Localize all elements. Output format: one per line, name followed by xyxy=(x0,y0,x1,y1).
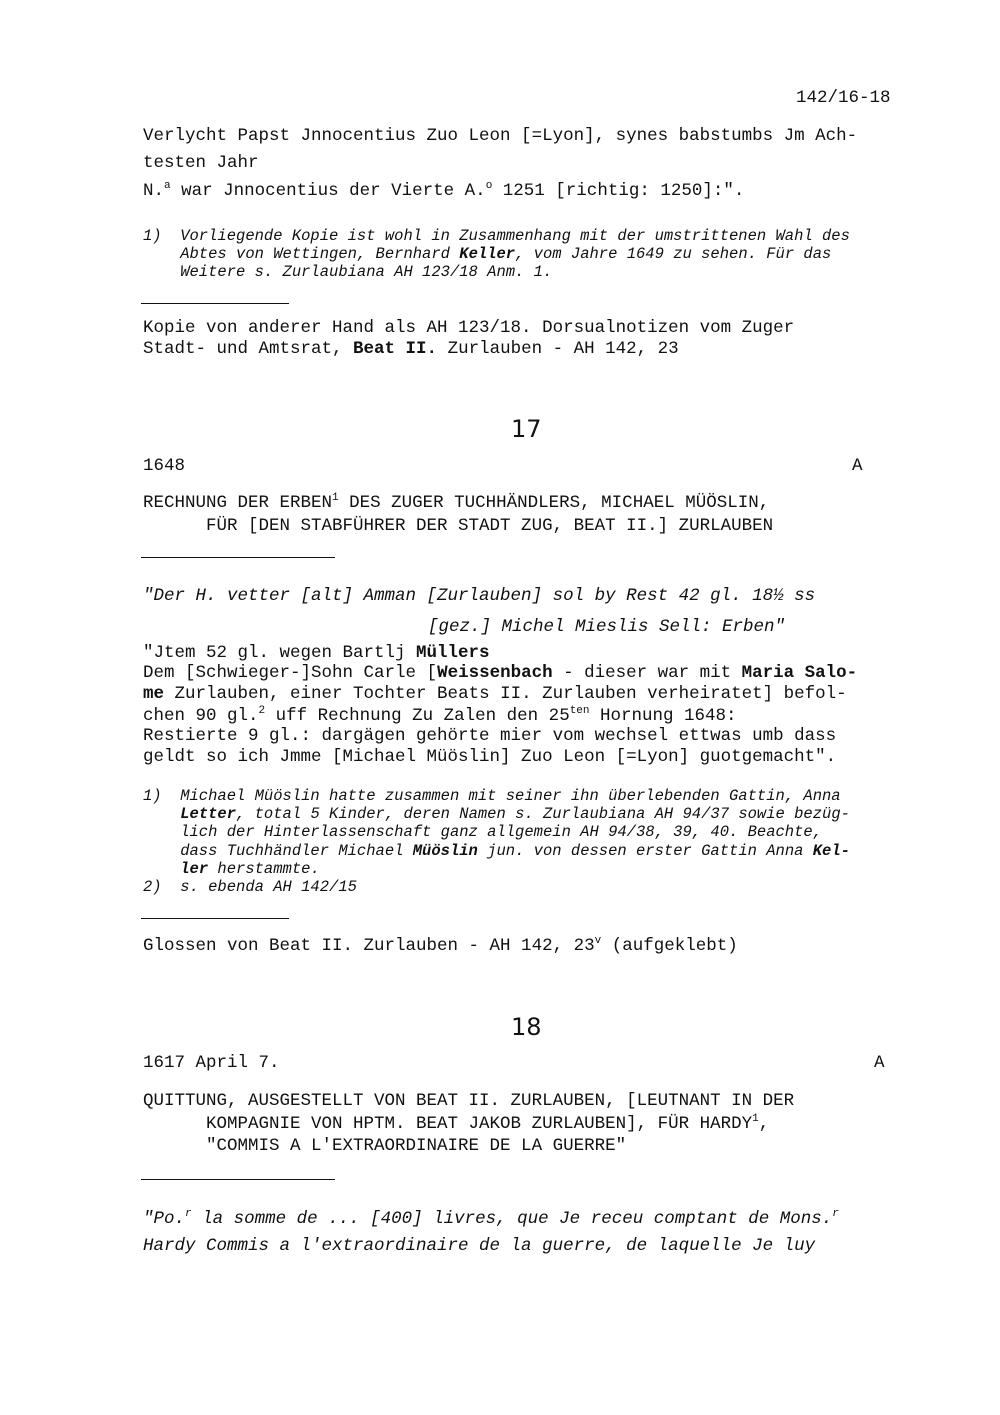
bold-name: Letter xyxy=(180,805,237,823)
bold-name: Keller xyxy=(459,245,516,263)
text: RECHNUNG DER ERBEN xyxy=(143,493,333,513)
bold-name: me xyxy=(143,684,165,704)
doc17-provenance xyxy=(143,936,738,957)
text: , total 5 Kinder, deren Namen s. Zurlaubiana AH 94/37 sowie bezüg- xyxy=(236,805,850,823)
doc16-provenance xyxy=(143,339,679,360)
body-line: geldt so ich Jmme [Michael Müöslin] Zuo Leon [=Lyon] guotgemacht". xyxy=(143,747,837,767)
text: uff Rechnung Zu Zalen den 25 xyxy=(265,706,570,726)
text: N. xyxy=(143,181,165,201)
superscript: 2 xyxy=(258,705,266,717)
text: la somme de ... [400] livres, que Je receu comptant de Mons. xyxy=(191,1209,833,1229)
footnote-divider xyxy=(141,918,289,919)
title-divider xyxy=(141,557,335,558)
document-title: FÜR [DEN STABFÜHRER DER STADT ZUG, BEAT II.] ZURLAUBEN xyxy=(143,516,774,536)
bold-name: Beat II. xyxy=(353,339,438,359)
text: "Der H. vetter [alt] Amman [Zurlauben] sol by Rest 42 gl. 18 xyxy=(143,586,774,606)
body-line: Restierte 9 gl.: dargägen gehörte mier vom wechsel ettwas umb dass xyxy=(143,726,837,746)
document-type-letter: A xyxy=(852,456,863,476)
body-line xyxy=(143,706,737,727)
text: 1251 [richtig: 1250]:". xyxy=(492,181,745,201)
document-number: 17 xyxy=(511,415,542,443)
text: DES ZUGER TUCHHÄNDLERS, MICHAEL MÜÖSLIN, xyxy=(338,493,770,513)
doc16-footnote: Weitere s. Zurlaubiana AH 123/18 Anm. 1. xyxy=(143,263,553,281)
body-line xyxy=(143,643,490,664)
text: chen 90 gl. xyxy=(143,706,259,726)
superscript: a xyxy=(164,180,171,192)
document-title: "COMMIS A L'EXTRAORDINAIRE DE LA GUERRE" xyxy=(143,1136,627,1156)
doc17-footnote: 2) s. ebenda AH 142/15 xyxy=(143,878,357,896)
text xyxy=(143,805,180,823)
quote-signature: [gez.] Michel Mieslis Sell: Erben" xyxy=(428,617,786,637)
text: Hornung 1648: xyxy=(589,706,737,726)
bold-name: Müöslin xyxy=(412,842,478,860)
bold-name: Müllers xyxy=(416,643,490,663)
doc16-text-line: Verlycht Papst Jnnocentius Zuo Leon [=Lyon], synes babstumbs Jm Ach- xyxy=(143,126,858,146)
text: dass Tuchhändler Michael xyxy=(143,842,413,860)
doc17-footnote: lich der Hinterlassenschaft ganz allgemein AH 94/38, 39, 40. Beachte, xyxy=(143,823,823,841)
superscript: r xyxy=(185,1208,192,1220)
text: Glossen von Beat II. Zurlauben - AH 142, 23 xyxy=(143,936,595,956)
text: jun. von dessen erster Gattin Anna xyxy=(477,842,813,860)
document-date: 1648 xyxy=(143,456,186,476)
quote-line xyxy=(143,1209,839,1230)
document-title xyxy=(143,1114,769,1135)
title-divider xyxy=(141,1179,335,1180)
text: ss xyxy=(783,586,816,606)
doc17-footnote xyxy=(143,842,850,861)
bold-name: Kel- xyxy=(812,842,850,860)
document-number: 18 xyxy=(511,1013,542,1041)
superscript: r xyxy=(832,1208,839,1220)
body-line xyxy=(143,663,857,684)
superscript: 1 xyxy=(752,1113,759,1125)
doc16-footnote xyxy=(143,245,831,264)
footnote-divider xyxy=(141,303,289,304)
superscript: o xyxy=(485,180,493,192)
text: Stadt- und Amtsrat, xyxy=(143,339,354,359)
document-title xyxy=(143,493,769,514)
bold-name: Maria Salo- xyxy=(741,663,858,683)
superscript: 1 xyxy=(332,492,339,504)
bold-name: Weissenbach xyxy=(437,663,553,683)
text: Zurlauben - AH 142, 23 xyxy=(437,339,679,359)
document-date: 1617 April 7. xyxy=(143,1053,280,1073)
text: Abtes von Wettingen, Bernhard xyxy=(143,245,460,263)
body-line xyxy=(143,684,847,705)
fraction: ½ xyxy=(773,586,784,606)
superscript: ten xyxy=(569,705,590,717)
page-reference: 142/16-18 xyxy=(796,88,891,108)
doc17-footnote xyxy=(143,805,850,824)
text xyxy=(143,860,180,878)
text: Zurlauben, einer Tochter Beats II. Zurlauben verheiratet] befol- xyxy=(164,684,847,704)
bold-name: ler xyxy=(180,860,209,878)
text: "Jtem 52 gl. wegen Bartlj xyxy=(143,643,417,663)
text: (aufgeklebt) xyxy=(601,936,738,956)
superscript: v xyxy=(594,935,602,947)
doc16-text-line xyxy=(143,181,744,202)
quote-line: Hardy Commis a l'extraordinaire de la guerre, de laquelle Je luy xyxy=(143,1236,816,1256)
doc17-footnote: 1) Michael Müöslin hatte zusammen mit seiner ihn überlebenden Gattin, Anna xyxy=(143,787,841,805)
doc16-provenance: Kopie von anderer Hand als AH 123/18. Dorsualnotizen vom Zuger xyxy=(143,318,795,338)
text: , xyxy=(758,1114,770,1134)
doc16-footnote: 1) Vorliegende Kopie ist wohl in Zusammenhang mit der umstrittenen Wahl des xyxy=(143,227,850,245)
doc16-text-line: testen Jahr xyxy=(143,153,259,173)
text: KOMPAGNIE VON HPTM. BEAT JAKOB ZURLAUBEN], FÜR HARDY xyxy=(143,1114,753,1134)
text: war Jnnocentius der Vierte A. xyxy=(170,181,486,201)
document-type-letter: A xyxy=(874,1053,885,1073)
quote-line xyxy=(143,586,815,607)
text: herstammte. xyxy=(208,860,320,878)
text: - dieser war mit xyxy=(552,663,742,683)
text: , vom Jahre 1649 zu sehen. Für das xyxy=(515,245,832,263)
text: Dem [Schwieger-]Sohn Carle [ xyxy=(143,663,438,683)
document-title: QUITTUNG, AUSGESTELLT VON BEAT II. ZURLAUBEN, [LEUTNANT IN DER xyxy=(143,1091,795,1111)
text: "Po. xyxy=(143,1209,186,1229)
doc17-footnote xyxy=(143,860,320,879)
